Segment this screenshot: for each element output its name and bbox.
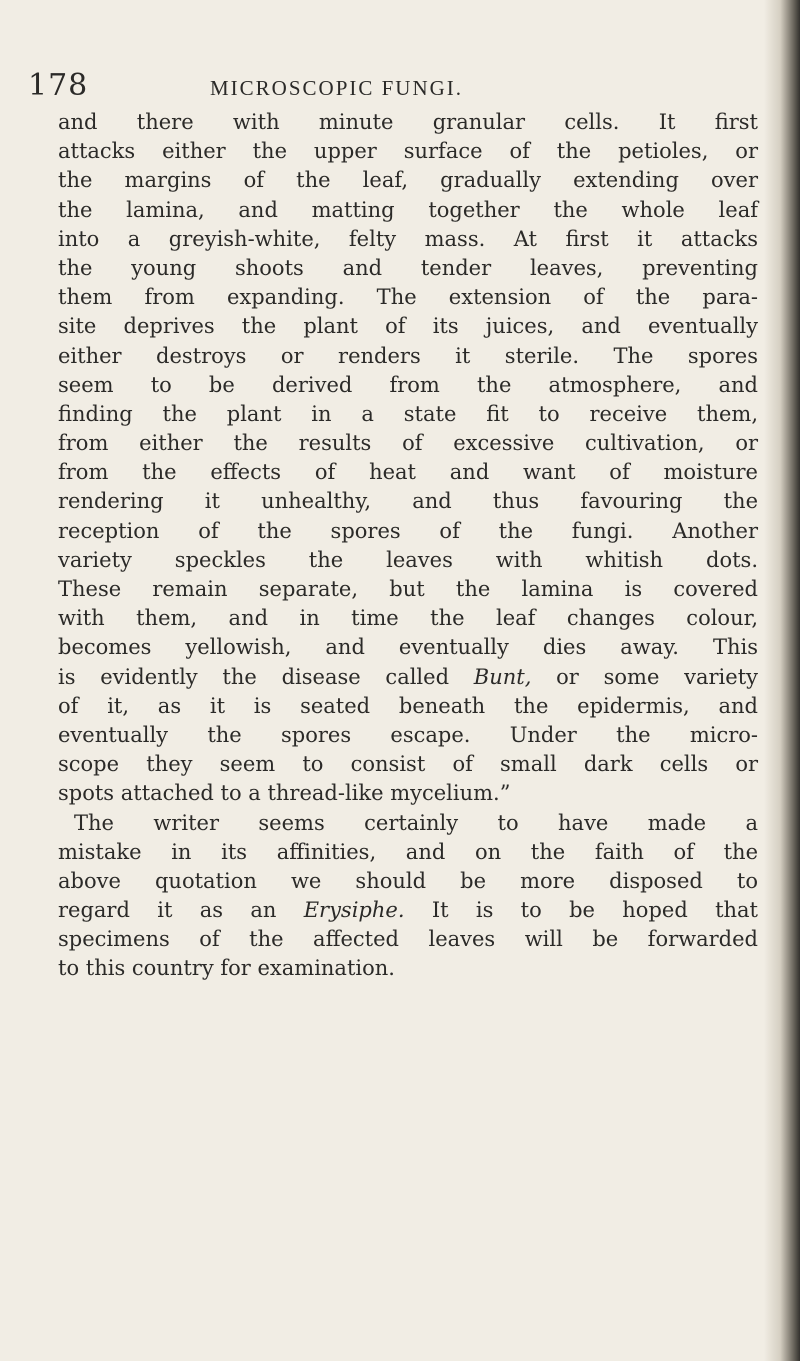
text-line: spots attached to a thread-like mycelium.”: [58, 781, 511, 806]
text-line: of it, as it is seated beneath the epidermis, and: [58, 693, 758, 718]
text-line: into a greyish-white, felty mass. At first it attacks: [58, 226, 758, 251]
text-line: eventually the spores escape. Under the micro-: [58, 722, 758, 747]
text-line: either destroys or renders it sterile. The spores: [58, 343, 758, 368]
text-line: from the effects of heat and want of moisture: [58, 460, 758, 485]
italic-term-erysiphe: Erysiphe.: [303, 898, 405, 923]
text-line: the lamina, and matting together the whole leaf: [58, 197, 758, 222]
line-text: regard it as an: [58, 898, 277, 923]
text-line: attacks either the upper surface of the petioles, or: [58, 139, 758, 164]
running-head: MICROSCOPIC FUNGI.: [210, 76, 464, 100]
text-line-with-italic: [58, 896, 758, 925]
line-text: is evidently the disease called: [58, 664, 450, 689]
text-line: variety speckles the leaves with whitish dots.: [58, 547, 758, 572]
text-line: above quotation we should be more disposed to: [58, 868, 758, 893]
text-line: them from expanding. The extension of the para-: [58, 285, 758, 310]
body-text: [58, 108, 758, 984]
text-line: with them, and in time the leaf changes colour,: [58, 606, 758, 631]
page-gutter-shadow: [764, 0, 800, 1361]
line-text: or some variety: [531, 664, 758, 689]
text-line: from either the results of excessive cultivation, or: [58, 431, 758, 456]
text-line: becomes yellowish, and eventually dies away. This: [58, 635, 758, 660]
text-line: scope they seem to consist of small dark cells or: [58, 752, 758, 777]
text-line: the young shoots and tender leaves, preventing: [58, 255, 758, 280]
text-line: rendering it unhealthy, and thus favouring the: [58, 489, 758, 514]
line-text: It is to be hoped that: [404, 898, 758, 923]
text-line-with-italic: [58, 663, 758, 692]
text-line: and there with minute granular cells. It first: [58, 110, 758, 134]
text-line: mistake in its affinities, and on the faith of the: [58, 839, 758, 864]
text-line: specimens of the affected leaves will be forwarded: [58, 927, 758, 952]
italic-term-bunt: Bunt,: [473, 664, 532, 689]
text-line: finding the plant in a state fit to receive them,: [58, 401, 758, 426]
text-line-paragraph-start: The writer seems certainly to have made a: [74, 810, 758, 835]
text-line: to this country for examination.: [58, 956, 395, 981]
text-line: site deprives the plant of its juices, and eventually: [58, 314, 758, 339]
text-line: seem to be derived from the atmosphere, and: [58, 372, 758, 397]
page-number: 178: [28, 68, 89, 103]
text-line: reception of the spores of the fungi. Another: [58, 518, 758, 543]
text-line: These remain separate, but the lamina is covered: [58, 577, 758, 601]
text-line: the margins of the leaf, gradually extending over: [58, 168, 758, 193]
